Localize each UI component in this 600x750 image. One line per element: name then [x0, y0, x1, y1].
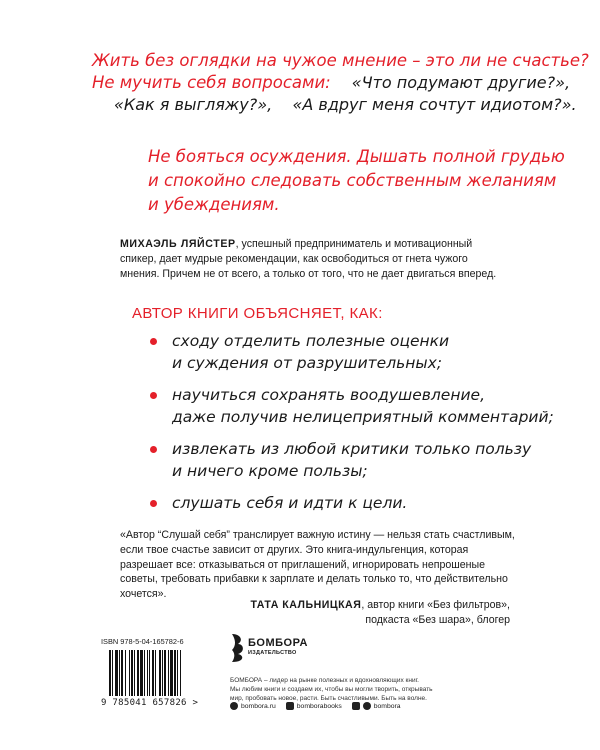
logo-sub: ИЗДАТЕЛЬСТВО	[248, 650, 297, 656]
review-quote	[120, 528, 520, 602]
author-line: спикер, дает мудрые рекомендации, как освободиться от гнета чужого	[120, 253, 468, 265]
list-item-line: сходу отделить полезные оценки	[172, 332, 450, 350]
intro-question-2: «Как я выгляжу?»,	[114, 95, 273, 114]
intro-paragraph-2	[148, 145, 565, 217]
intro-line-2-red: Не мучить себя вопросами:	[92, 73, 331, 92]
blurb-line: мир, пробовать новое, расти. Быть счастливыми. Быть на волне.	[230, 695, 427, 702]
barcode-block	[101, 650, 219, 710]
publisher-logo	[230, 630, 350, 670]
quote-attribution-line-2: подкаста «Без шара», блогер	[365, 613, 510, 626]
bullet-dot-icon	[150, 392, 157, 399]
social-link-vk[interactable]	[286, 702, 342, 710]
intro-p2-line: Не бояться осуждения. Дышать полной грудью	[148, 147, 565, 166]
intro-p2-line: и убеждениям.	[148, 195, 280, 214]
social-label: bombora	[373, 702, 401, 710]
how-heading: АВТОР КНИГИ ОБЪЯСНЯЕТ, КАК:	[132, 305, 383, 322]
logo-brand: БОМБОРА	[248, 637, 308, 649]
bullet-dot-icon	[150, 338, 157, 345]
list-item-line: научиться сохранять воодушевление,	[172, 386, 485, 404]
quote-line: «Автор “Слушай себя” транслирует важную истину — нельзя стать счастливым,	[120, 529, 515, 541]
quote-attribution	[120, 598, 510, 628]
intro-block	[92, 50, 589, 116]
social-pair-icon	[352, 702, 360, 710]
intro-p2-line: и спокойно следовать собственным желаниям	[148, 171, 557, 190]
social-label: bomborabooks	[296, 702, 342, 710]
list-item	[148, 492, 568, 514]
list-item	[148, 330, 568, 374]
quote-line: если твое счастье зависит от других. Это книга-индульгенция, которая	[120, 543, 469, 556]
vk-icon	[286, 702, 294, 710]
publisher-blurb	[230, 676, 490, 703]
social-link-site[interactable]	[230, 702, 276, 710]
blurb-line: БОМБОРА – лидер на рынке полезных и вдохновляющих книг.	[230, 677, 419, 684]
intro-line-2	[92, 72, 589, 94]
social-link-pair[interactable]	[352, 702, 401, 710]
author-line: мнения. Причем не от всего, а только от того, что не дает двигаться вперед.	[120, 268, 497, 280]
bullet-dot-icon	[150, 446, 157, 453]
blurb-line: Мы любим книги и создаем их, чтобы вы могли творить, открывать	[230, 686, 433, 693]
author-line-1	[120, 237, 520, 252]
quote-line: хочется».	[120, 588, 167, 601]
isbn-text: ISBN 978-5-04-165782-6	[101, 637, 184, 646]
barcode-digits: 9 785041 657826 >	[101, 698, 199, 708]
author-description	[120, 237, 520, 282]
list-item-line: слушать себя и идти к цели.	[172, 494, 408, 512]
list-item	[148, 384, 568, 428]
telegram-icon	[363, 702, 371, 710]
list-item-line: извлекать из любой критики только пользу	[172, 440, 532, 458]
barcode-icon	[109, 650, 217, 696]
social-links	[230, 702, 401, 710]
list-item-line: и суждения от разрушительных;	[172, 354, 443, 372]
author-name: МИХАЭЛЬ ЛЯЙСТЕР	[120, 238, 236, 250]
author-text: , успешный предприниматель и мотивационный	[235, 238, 473, 250]
quote-line: разрешает все: отказываться от приглашений, игнорировать непрошеные	[120, 558, 486, 571]
social-label: bombora.ru	[241, 702, 276, 710]
globe-icon	[230, 702, 238, 710]
intro-line-1: Жить без оглядки на чужое мнение – это ли не счастье?	[92, 51, 589, 70]
quote-author-rest: , автор книги «Без фильтров»,	[361, 599, 510, 611]
list-item	[148, 438, 568, 482]
list-item-line: и ничего кроме пользы;	[172, 462, 368, 480]
bullet-dot-icon	[150, 500, 157, 507]
intro-question-3: «А вдруг меня сочтут идиотом?».	[292, 95, 577, 114]
intro-line-3	[92, 94, 589, 116]
intro-question-1: «Что подумают другие?»,	[351, 73, 571, 92]
quote-attribution-line-1	[120, 598, 510, 613]
quote-line: советы, требовать прибавки к зарплате и делать только то, что действительно	[120, 573, 508, 586]
quote-author-name: ТАТА КАЛЬНИЦКАЯ	[250, 599, 362, 611]
list-item-line: даже получив нелицеприятный комментарий;	[172, 408, 554, 426]
how-list	[148, 330, 568, 524]
bombora-wave-logo-icon	[230, 632, 246, 664]
